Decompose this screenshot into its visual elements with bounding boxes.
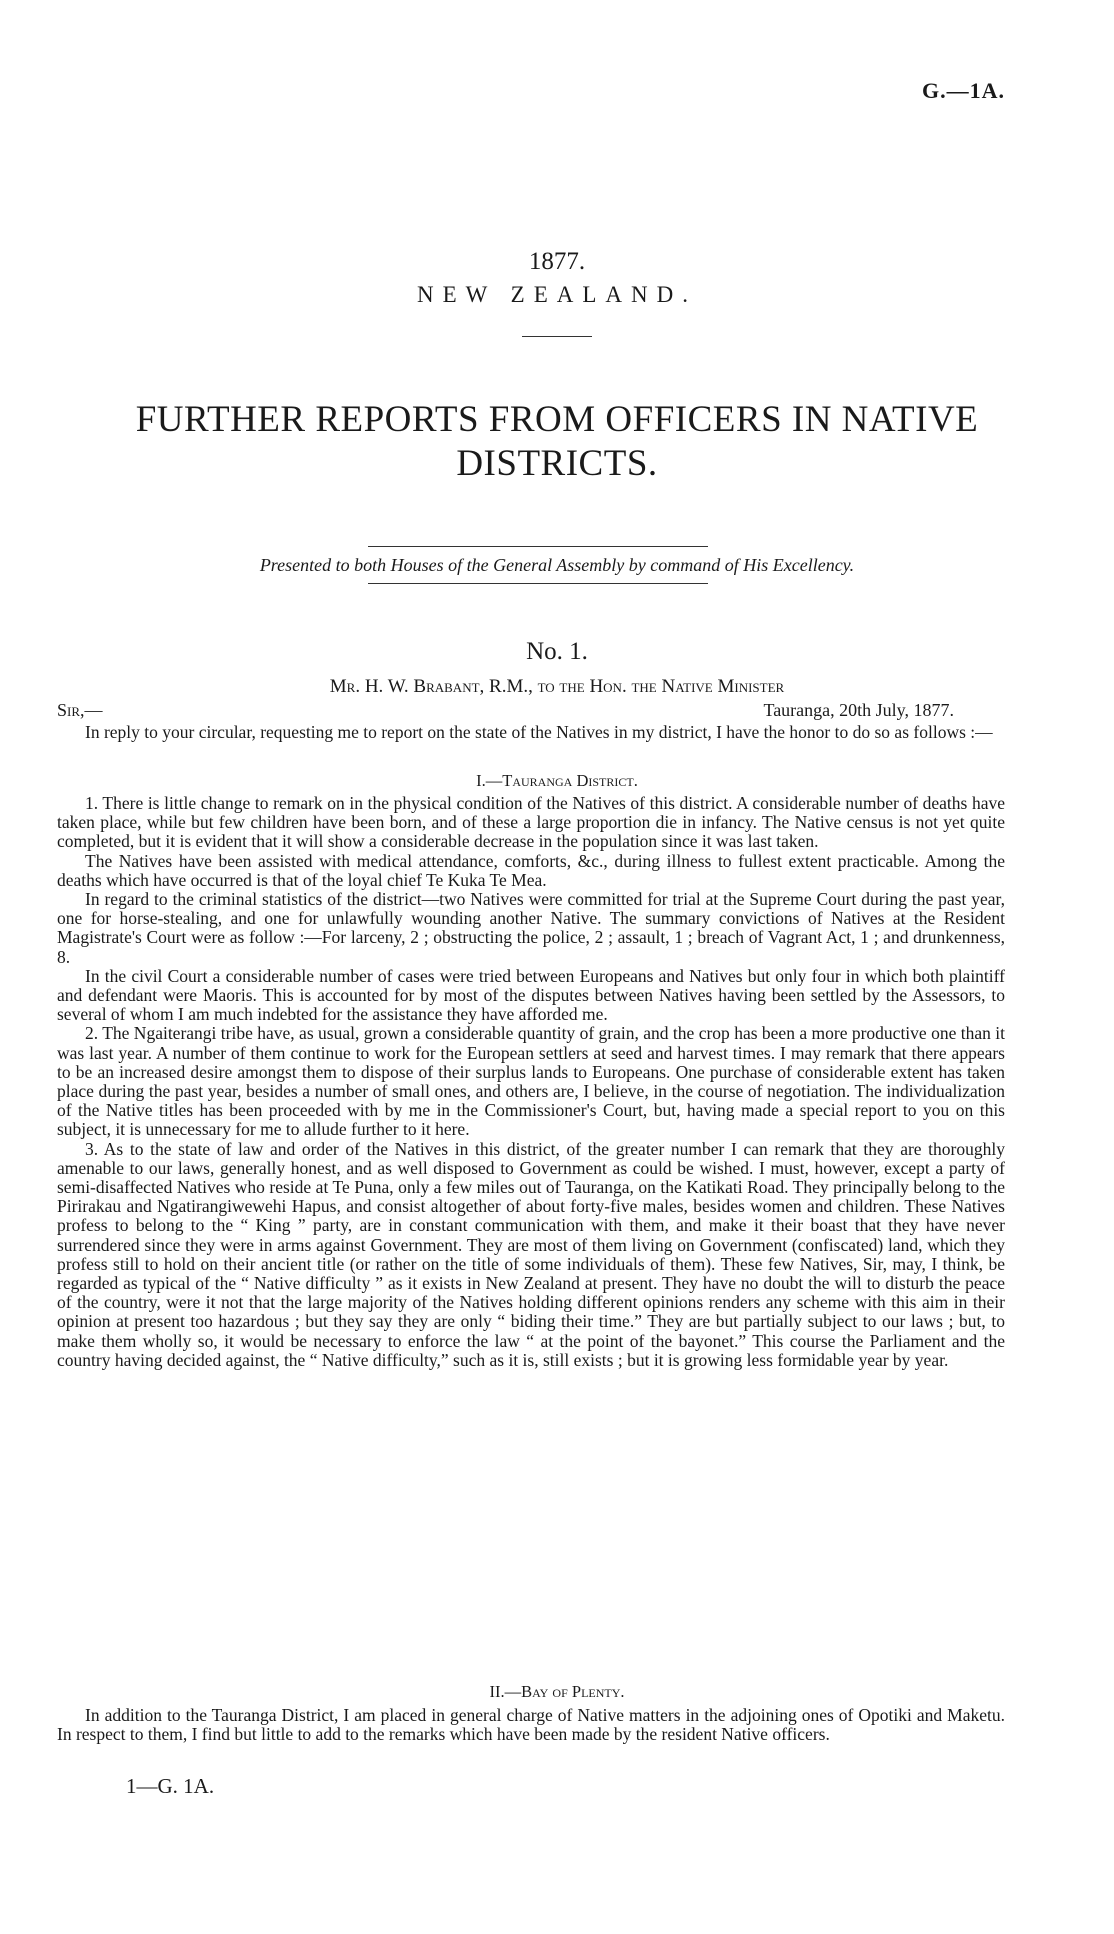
letter-intro [57, 723, 1005, 742]
divider [522, 336, 592, 337]
paragraph: In regard to the criminal statistics of the district—two Natives were committed for trial at the Supreme Court during the past year, one for horse-stealing, and one for unlawfully wounding another Native. The summary convictions of Natives at the Resident Magistrate's Court were as follow :—For larceny, 2 ; obstructing the police, 2 ; assault, 1 ; breach of Vagrant Act, 1 ; and drunkenness, 8. [57, 889, 1005, 967]
paragraph: 1. There is little change to remark on in the physical condition of the Natives of this district. A considerable number of deaths have taken place, while but few children have been born, and of these a large proportion die in infancy. The Native census is not yet quite completed, but it is evident that it will show a considerable decrease in the population since it was last taken. [57, 793, 1005, 852]
section-body [57, 794, 1005, 1370]
paragraph: The Natives have been assisted with medical attendance, comforts, &c., during illness to fullest extent practicable. Among the deaths which have occurred is that of the loyal chief Te Kuka Te Mea. [57, 850, 1005, 890]
place-date: Tauranga, 20th July, 1877. [763, 700, 954, 720]
paragraph: In addition to the Tauranga District, I am placed in general charge of Native matters in the adjoining ones of Opotiki and Maketu. In respect to them, I find but little to add to the remarks which have been made by the resident Native officers. [57, 1705, 1005, 1745]
section-heading: II.—Bay of Plenty. [489, 1682, 625, 1701]
presented-line: Presented to both Houses of the General Assembly by command of His Excellency. [259, 555, 855, 575]
divider [368, 546, 708, 547]
paragraph: 3. As to the state of law and order of the Natives in this district, of the greater number I can remark that they are thoroughly amenable to our laws, generally honest, and as well disposed to Government as could be wished. I must, however, except a party of semi-disaffected Natives who reside at Te Puna, only a few miles out of Tauranga, on the Katikati Road. They principally belong to the Pirirakau and Ngatirangiwewehi Hapus, and consist altogether of about forty-five males, besides women and children. These Natives profess to belong to the “ King ” party, are in constant communication with them, and make it their boast that they have never surrendered since they were in arms against Government. They are most of them living on Government (confiscated) land, which they profess still to hold on their ancient title (or rather on the title of some individuals of them). These few Natives, Sir, may, I think, be regarded as typical of the “ Native difficulty ” as it exists in New Zealand at present. They have no doubt the will to disturb the peace of the country, were it not that the large majority of the Natives holding different opinions renders any scheme with this aim in their opinion at present too hazardous ; but they say they are only “ biding their time.” They are but partially subject to our laws ; but, to make them wholly so, it would be necessary to enforce the law “ at the point of the bayonet.” This course the Parliament and the country having decided against, the “ Native difficulty,” such as it is, still exists ; but it is growing less formidable year by year. [57, 1138, 1005, 1370]
year: 1877. [528, 248, 586, 275]
country-heading: NEW ZEALAND. [416, 282, 698, 307]
paragraph: 2. The Ngaiterangi tribe have, as usual, grown a considerable quantity of grain, and the crop has been a more productive one than it was last year. A number of them continue to work for the European settlers at seed and harvest times. I may remark that there appears to be an increased desire amongst them to dispose of their surplus lands to Europeans. One purchase of considerable extent has taken place during the past year, besides a number of small ones, and others are, I believe, in the course of negotiation. The individualization of the Native titles has been proceeded with by me in the Commissioner's Court, but, having made a special report to you on this subject, it is unnecessary for me to allude further to it here. [57, 1023, 1005, 1140]
section-heading: I.—Tauranga District. [476, 771, 638, 790]
letter-number: No. 1. [526, 638, 588, 665]
page-signature: 1—G. 1A. [126, 1774, 215, 1798]
salutation: Sir,— [57, 700, 103, 720]
letter-from-line: Mr. H. W. Brabant, R.M., to the Hon. the Native Minister [329, 676, 785, 697]
section-body [57, 1706, 1005, 1744]
paper-reference: G.—1A. [922, 78, 1005, 103]
document-title: FURTHER REPORTS FROM OFFICERS IN NATIVE DISTRICTS. [135, 399, 979, 484]
intro-paragraph: In reply to your circular, requesting me to report on the state of the Natives in my district, I have the honor to do so as follows :— [85, 722, 993, 742]
divider [368, 583, 708, 584]
paragraph: In the civil Court a considerable number of cases were tried between Europeans and Natives but only four in which both plaintiff and defendant were Maoris. This is accounted for by most of the disputes between Natives having been settled by the Assessors, to several of whom I am much indebted for the assistance they have afforded me. [57, 965, 1005, 1025]
